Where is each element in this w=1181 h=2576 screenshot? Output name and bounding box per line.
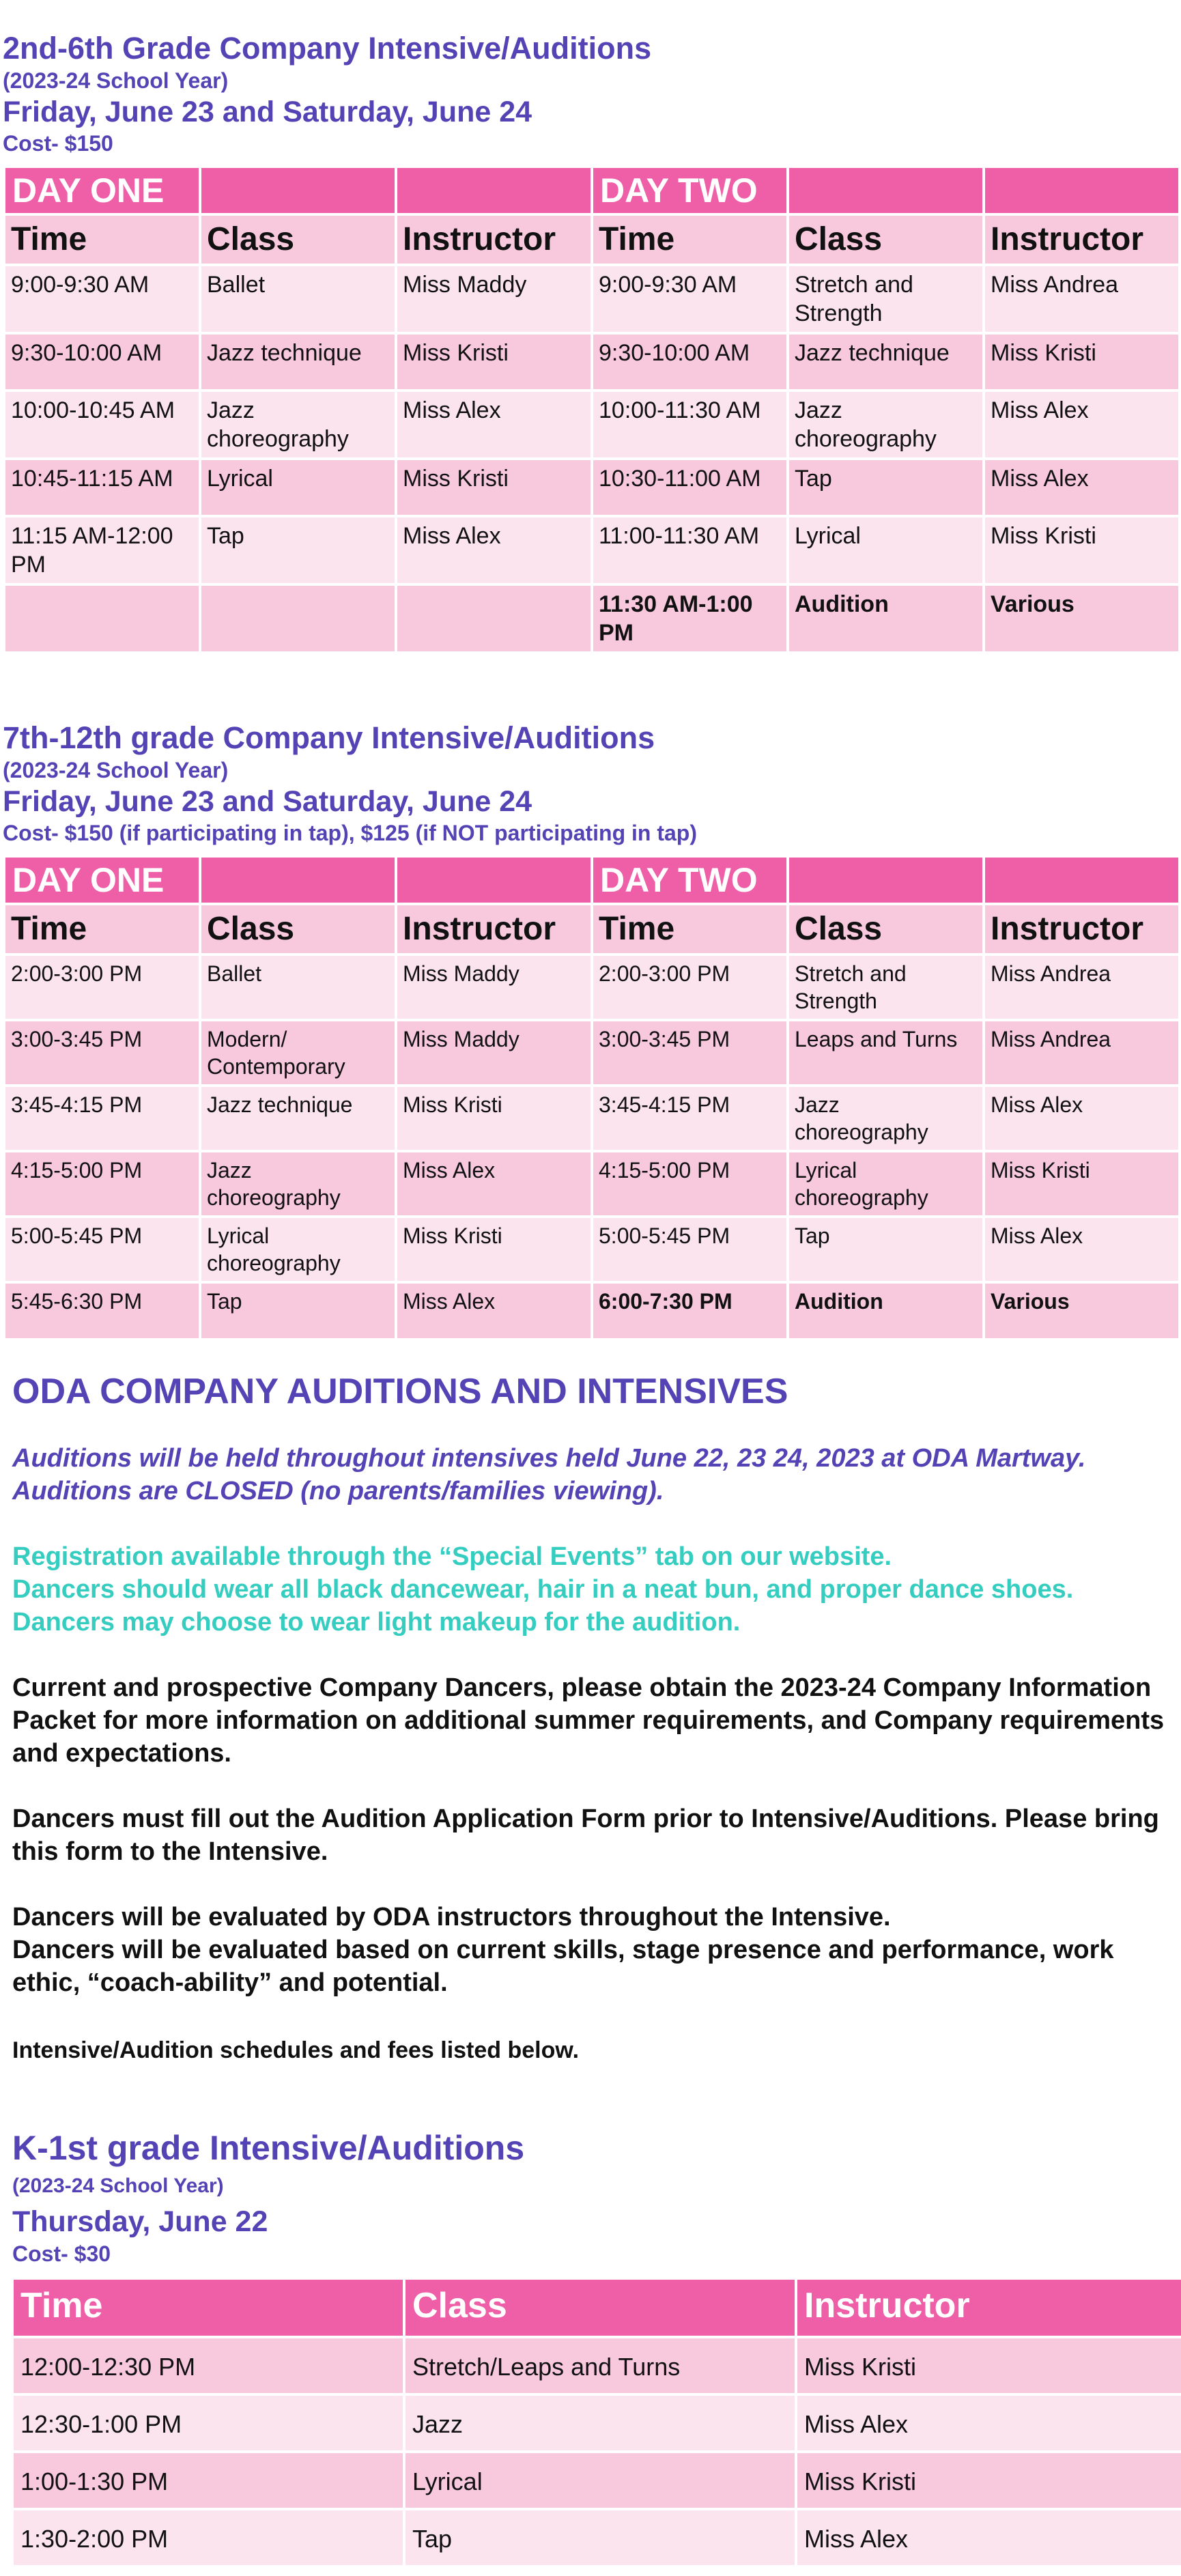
cell: Miss Maddy: [397, 956, 590, 1019]
cell: Audition: [789, 1284, 982, 1338]
schedule-table-grades-7-12: [3, 855, 1181, 1341]
cell: 10:00-10:45 AM: [5, 392, 199, 457]
cell: 3:00-3:45 PM: [593, 1021, 786, 1084]
table-row: [5, 1152, 1178, 1215]
cell: Jazz technique: [789, 335, 982, 389]
column-header-row: [5, 216, 1178, 264]
cell: Jazz choreography: [201, 1152, 395, 1215]
cell: 11:00-11:30 AM: [593, 518, 786, 583]
info-section: [12, 1371, 1166, 2064]
info-paragraph: Dancers will be evaluated based on current skills, stage presence and performance, work ethic, “coach-ability” and potential.: [12, 1936, 1114, 1997]
col-header: Instructor: [397, 905, 590, 953]
cell: Jazz choreography: [789, 392, 982, 457]
section3-cost: Cost- $30: [12, 2241, 111, 2266]
cell: 5:00-5:45 PM: [593, 1218, 786, 1281]
cell: Miss Andrea: [985, 956, 1178, 1019]
info-paragraph: Dancers will be evaluated by ODA instructors throughout the Intensive.: [12, 1903, 891, 1931]
cell: Miss Kristi: [397, 335, 590, 389]
cell: 1:30-2:00 PM: [14, 2510, 403, 2565]
info-note: Intensive/Audition schedules and fees listed below.: [12, 2037, 580, 2063]
cell: Ballet: [201, 956, 395, 1019]
section2-school-year: (2023-24 School Year): [3, 758, 229, 782]
cell: Tap: [789, 1218, 982, 1281]
cell: Modern/ Contemporary: [201, 1021, 395, 1084]
cell: [397, 586, 590, 651]
section2-dates: Friday, June 23 and Saturday, June 24: [3, 785, 532, 818]
cell: Audition: [789, 586, 982, 651]
day-one-label: DAY ONE: [5, 858, 199, 903]
cell: 9:00-9:30 AM: [593, 266, 786, 332]
info-teal-line: Dancers should wear all black dancewear, hair in a neat bun, and proper dance shoes.: [12, 1575, 1074, 1604]
section1-heading: [3, 30, 1181, 157]
cell: Miss Kristi: [397, 460, 590, 515]
cell: Jazz choreography: [201, 392, 395, 457]
cell: Tap: [789, 460, 982, 515]
section1-cost: Cost- $150: [3, 131, 113, 156]
column-header-row: [5, 905, 1178, 953]
cell: Stretch/Leaps and Turns: [405, 2338, 795, 2393]
cell: Tap: [201, 1284, 395, 1338]
cell: Miss Alex: [985, 1087, 1178, 1150]
table-row: [5, 956, 1178, 1019]
table-row: [5, 518, 1178, 583]
col-header: Time: [5, 905, 199, 953]
cell: Miss Alex: [797, 2396, 1181, 2450]
cell: Jazz technique: [201, 1087, 395, 1150]
section2-heading: [3, 720, 1181, 847]
cell: 4:15-5:00 PM: [593, 1152, 786, 1215]
cell: Stretch and Strength: [789, 266, 982, 332]
cell: Miss Kristi: [397, 1087, 590, 1150]
section3-title: K-1st grade Intensive/Auditions: [12, 2129, 525, 2167]
table-row: [5, 392, 1178, 457]
cell: Miss Kristi: [797, 2338, 1181, 2393]
cell: Miss Kristi: [397, 1218, 590, 1281]
cell: Miss Andrea: [985, 266, 1178, 332]
cell: 9:30-10:00 AM: [593, 335, 786, 389]
cell: Lyrical choreography: [789, 1152, 982, 1215]
cell: 5:45-6:30 PM: [5, 1284, 199, 1338]
cell: 9:30-10:00 AM: [5, 335, 199, 389]
cell: Jazz technique: [201, 335, 395, 389]
column-header-row: [14, 2280, 1181, 2336]
table-row: [5, 1087, 1178, 1150]
cell: 6:00-7:30 PM: [593, 1284, 786, 1338]
col-header: Class: [405, 2280, 795, 2336]
day-one-label: DAY ONE: [5, 168, 199, 213]
cell: Lyrical: [201, 460, 395, 515]
col-header: Time: [593, 216, 786, 264]
info-paragraph: Dancers must fill out the Audition Application Form prior to Intensive/Auditions. Please bring this form to the Intensive.: [12, 1804, 1159, 1866]
col-header: Time: [5, 216, 199, 264]
day-two-label: DAY TWO: [593, 168, 786, 213]
cell: 2:00-3:00 PM: [593, 956, 786, 1019]
cell: [201, 586, 395, 651]
cell: Miss Alex: [985, 392, 1178, 457]
cell: Various: [985, 1284, 1178, 1338]
cell: Various: [985, 586, 1178, 651]
col-header: Class: [789, 905, 982, 953]
table-row: [14, 2510, 1181, 2565]
section3-dates: Thursday, June 22: [12, 2205, 268, 2238]
cell: Stretch and Strength: [789, 956, 982, 1019]
cell: Miss Maddy: [397, 1021, 590, 1084]
cell: 10:00-11:30 AM: [593, 392, 786, 457]
cell: Miss Kristi: [985, 518, 1178, 583]
col-header: Instructor: [797, 2280, 1181, 2336]
cell: 10:45-11:15 AM: [5, 460, 199, 515]
day-band-row: [5, 168, 1178, 213]
col-header: Time: [593, 905, 786, 953]
col-header: Class: [789, 216, 982, 264]
cell: Miss Alex: [985, 1218, 1178, 1281]
table-row: [5, 266, 1178, 332]
info-teal-line: Registration available through the “Special Events” tab on our website.: [12, 1542, 892, 1571]
cell: Lyrical: [789, 518, 982, 583]
cell: 3:45-4:15 PM: [593, 1087, 786, 1150]
cell: 11:30 AM-1:00 PM: [593, 586, 786, 651]
cell: Miss Alex: [397, 392, 590, 457]
table-row: [5, 1218, 1178, 1281]
cell: Miss Alex: [397, 1284, 590, 1338]
cell: Miss Kristi: [985, 335, 1178, 389]
cell: 3:00-3:45 PM: [5, 1021, 199, 1084]
info-title: ODA COMPANY AUDITIONS AND INTENSIVES: [12, 1372, 788, 1411]
cell: 3:45-4:15 PM: [5, 1087, 199, 1150]
day-band-row: [5, 858, 1178, 903]
cell: [5, 586, 199, 651]
cell: Lyrical: [405, 2453, 795, 2508]
col-header: Instructor: [985, 905, 1178, 953]
table-row: [14, 2453, 1181, 2508]
info-paragraph: Current and prospective Company Dancers, please obtain the 2023-24 Company Information Packet for more information on additional summer requirements, and Company requirements and expectations.: [12, 1673, 1165, 1768]
col-header: Class: [201, 216, 395, 264]
section2-title: 7th-12th grade Company Intensive/Auditions: [3, 720, 655, 755]
cell: 12:00-12:30 PM: [14, 2338, 403, 2393]
info-italic-line: Auditions will be held throughout intensives held June 22, 23 24, 2023 at ODA Martway.: [12, 1444, 1086, 1473]
section1-dates: Friday, June 23 and Saturday, June 24: [3, 96, 532, 128]
cell: Ballet: [201, 266, 395, 332]
col-header: Class: [201, 905, 395, 953]
table-row: [5, 460, 1178, 515]
cell: Miss Alex: [397, 1152, 590, 1215]
table-row: [14, 2338, 1181, 2393]
table-row: [5, 586, 1178, 651]
table-row: [5, 1021, 1178, 1084]
cell: Miss Kristi: [797, 2453, 1181, 2508]
section3-school-year: (2023-24 School Year): [12, 2175, 224, 2197]
cell: 12:30-1:00 PM: [14, 2396, 403, 2450]
cell: Lyrical choreography: [201, 1218, 395, 1281]
cell: 1:00-1:30 PM: [14, 2453, 403, 2508]
schedule-table-k-1: [11, 2277, 1181, 2568]
cell: Jazz: [405, 2396, 795, 2450]
table-row: [5, 335, 1178, 389]
cell: Tap: [201, 518, 395, 583]
cell: 9:00-9:30 AM: [5, 266, 199, 332]
section3-heading: [12, 2126, 1181, 2267]
info-teal-line: Dancers may choose to wear light makeup for the audition.: [12, 1608, 741, 1637]
cell: Jazz choreography: [789, 1087, 982, 1150]
table-row: [14, 2396, 1181, 2450]
cell: Miss Andrea: [985, 1021, 1178, 1084]
info-italic-line: Auditions are CLOSED (no parents/families viewing).: [12, 1477, 664, 1505]
schedule-table-grades-2-6: [3, 165, 1181, 654]
section1-school-year: (2023-24 School Year): [3, 68, 229, 93]
cell: Leaps and Turns: [789, 1021, 982, 1084]
cell: 11:15 AM-12:00 PM: [5, 518, 199, 583]
cell: 4:15-5:00 PM: [5, 1152, 199, 1215]
cell: Miss Maddy: [397, 266, 590, 332]
day-two-label: DAY TWO: [593, 858, 786, 903]
section1-title: 2nd-6th Grade Company Intensive/Auditions: [3, 31, 652, 66]
cell: Miss Alex: [397, 518, 590, 583]
col-header: Time: [14, 2280, 403, 2336]
col-header: Instructor: [397, 216, 590, 264]
table-row: [5, 1284, 1178, 1338]
cell: Miss Alex: [797, 2510, 1181, 2565]
col-header: Instructor: [985, 216, 1178, 264]
cell: Miss Alex: [985, 460, 1178, 515]
cell: Miss Kristi: [985, 1152, 1178, 1215]
section2-cost: Cost- $150 (if participating in tap), $125 (if NOT participating in tap): [3, 821, 697, 845]
cell: 10:30-11:00 AM: [593, 460, 786, 515]
cell: 5:00-5:45 PM: [5, 1218, 199, 1281]
cell: Tap: [405, 2510, 795, 2565]
cell: 2:00-3:00 PM: [5, 956, 199, 1019]
